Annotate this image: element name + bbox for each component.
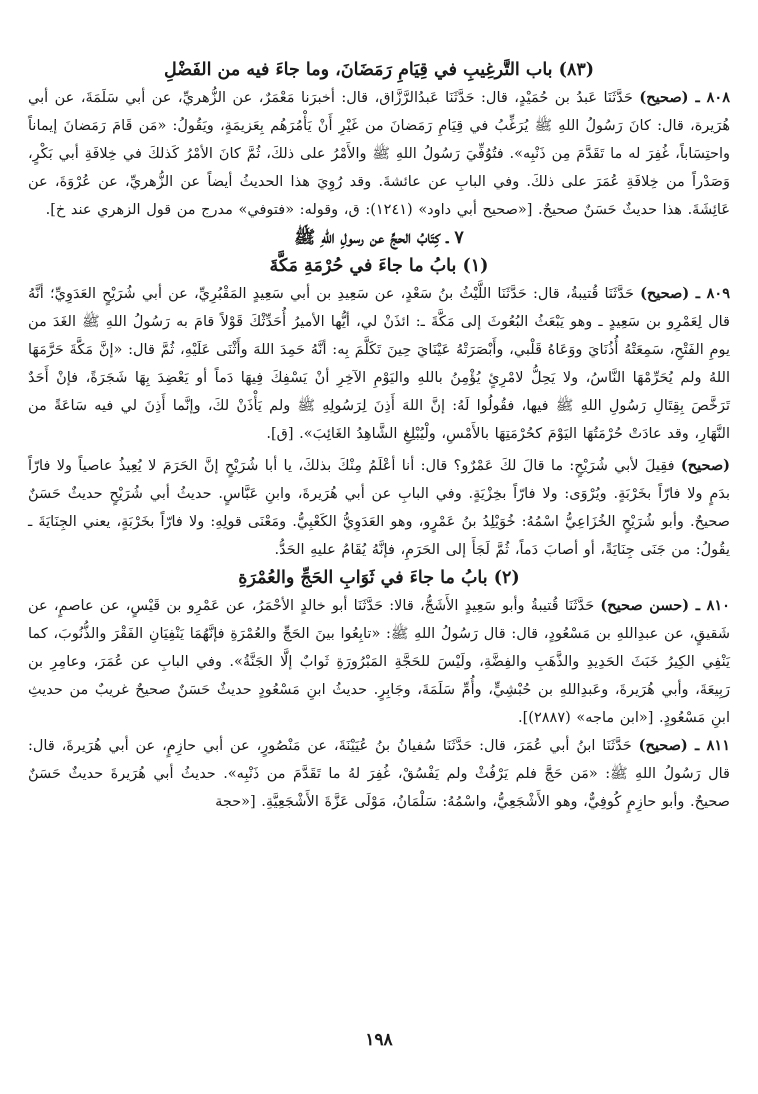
hadith-811-text: حَدَّثَنَا ابنُ أبي عُمَرَ، قال: حَدَّثَنَا سُفيانُ بنُ عُيَيْنَةَ، عن مَنْصُورٍ، عن أبي حازِمٍ، عن أبي هُرَيرةَ، قال: قال رَسُولُ اللهِ ﷺ: «مَن حَجَّ فلم يَرْفُثْ ولم يَفْسُقْ، غُفِرَ لهُ ما تَقَدَّمَ من ذَنْبِه». حديثُ أبي هُرَيرةَ حديثٌ حَسَنٌ صحيحٌ. وأبو حازِمٍ كُوفِيٌّ، وهو الأَشْجَعِيُّ، واسْمُهُ: سَلْمَانُ، مَوْلَى عَزَّةَ الأَشْجَعِيَّةِ. [«حجة <box>28 738 730 810</box>
chapter-heading-2: (٢) بابُ ما جاءَ في ثَوَابِ الحَجِّ والعُمْرَةِ <box>238 568 520 588</box>
hadith-809b-label: (صحيح) <box>680 457 730 474</box>
hadith-810-label: ٨١٠ ـ (حسن صحيح) <box>600 597 730 614</box>
page-number: ١٩٨ <box>365 1030 393 1050</box>
hadith-809-text: حَدَّثَنَا قُتيبةُ، قال: حَدَّثَنَا اللَّيْثُ بنُ سَعْدٍ، عن سَعِيدِ بن أبي سَعِيدٍ المَقْبُرِيِّ، عن أبي شُرَيْحٍ العَدَوِيِّ؛ أنَّهُ قال لِعَمْرِو بن سَعِيدٍ ـ وهو يَبْعَثُ البُعُوثَ إلى مَكَّةَ ـ: ائذَنْ لي، أيُّها الأميرُ أُحَدِّثْكَ قَوْلاً قامَ به رَسُولُ اللهِ ﷺ الغَدَ من يومِ الفَتْحِ، سَمِعَتْهُ أُذُنَايَ ووَعَاهُ قَلْبي، وأَبْصَرَتْهُ عَيْنَايَ حِينَ تَكَلَّمَ بِه: أنَّهُ حَمِدَ اللهَ وأَثْنَى عَلَيْهِ، ثُمَّ قال: «إنَّ مَكَّةَ حَرَّمَهَا اللهُ ولم يُحَرِّمْهَا النَّاسُ، ولا يَحِلُّ لامْرِئٍ يُؤْمِنُ باللهِ واليَوْمِ الآخِرِ أنْ يَسْفِكَ فِيهَا دَماً أو يَعْضِدَ بِهَا شَجَرَةً، فإنْ أَحَدٌ تَرَخَّصَ بِقِتَالِ رَسُولِ اللهِ ﷺ فيها، فقُولُوا لَهُ: إنَّ اللهَ أَذِنَ لِرَسُولِهِ ﷺ ولم يَأْذَنْ لكَ، وإنَّما أَذِنَ لي فيه سَاعَةً من النَّهَارِ، وقد عادَتْ حُرْمَتُهَا اليَوْمَ كحُرْمَتِهَا بالأَمْسِ، ولْيُبْلِغِ الشَّاهِدُ الغَائِبَ». [ق]. <box>28 286 730 442</box>
hadith-809-label: ٨٠٩ ـ (صحيح) <box>640 285 730 302</box>
hadith-811 <box>28 732 730 816</box>
hadith-810-text: حَدَّثَنَا قُتيبةُ وأبو سَعِيدٍ الأَشَجُّ، قالا: حَدَّثَنَا أبو خالدٍ الأحْمَرُ، عن عَمْرِو بن قَيْسٍ، عن عاصمٍ، عن شَقيقٍ، عن عبدِاللهِ بن مَسْعُودٍ، قال: قال رَسُولُ اللهِ ﷺ: «تابِعُوا بينَ الحَجِّ والعُمْرَةِ فإنَّهُمَا يَنْفِيَانِ الفَقْرَ والذُّنُوبَ، كما يَنْفِي الكِيرُ خَبَثَ الحَدِيدِ والذَّهَبِ والفِضَّةِ، ولَيْسَ للحَجَّةِ المَبْرُورَةِ ثَوابٌ إلَّا الجَنَّةُ». وفي البابِ عن عُمَرَ، وعامِرِ بن رَبِيعَةَ، وأبي هُرَيرةَ، وعَبدِاللهِ بن حُبْشِيٍّ، وأُمِّ سَلَمَةَ، وجَابِرٍ. حديثُ ابنِ مَسْعُودٍ حديثٌ حَسَنٌ صحيحٌ غريبٌ من حديثِ ابنِ مَسْعُودٍ. [«ابن ماجه» (٢٨٨٧)]. <box>28 598 730 726</box>
book-heading: ٧ ـ كِتَابُ الحجِّ عن رسولِ اللهِ ﷺ <box>294 228 464 248</box>
hadith-808-text: حَدَّثَنَا عَبدُ بن حُمَيْدٍ، قال: حَدَّثَنَا عَبدُالرَّزَّاق، قال: أخبرَنا مَعْمَرٌ، عن الزُّهريِّ، عن أبي سَلَمَةَ، عن أبي هُرَيرة، قال: كانَ رَسُولُ اللهِ ﷺ يُرَغِّبُ في قِيَامِ رَمَضانَ من غَيْرِ أَنْ يَأْمُرَهُم بِعَزيمَةٍ، ويَقُولُ: «مَن قَامَ رَمَضانَ إيماناً واحتِسَاباً، غُفِرَ له ما تَقَدَّمَ مِن ذَنْبِه». فتُوُفِّيَ رَسُولُ اللهِ ﷺ والأَمْرُ على ذلكَ، ثُمَّ كانَ الأمْرُ كَذلكَ في خِلافَةِ أبي بَكْرٍ، وَصَدْراً من خِلافَةِ عُمَرَ على ذلكَ. وفي البابِ عن عائشةَ. وقد رُوِيَ هذا الحديثُ أيضاً عن الزُّهريِّ، عن عُرْوَةَ، عن عَائِشَةَ. هذا حديثٌ حَسَنٌ صحيحٌ. [«صحيح أبي داود» (١٢٤١): ق، وقوله: «فتوفي» مدرج من قول الزهري عند خ]. <box>28 90 730 218</box>
hadith-808 <box>28 84 730 224</box>
chapter-heading-83: (٨٣) باب التَّرغِيبِ في قِيَامِ رَمَضَانَ، وما جاءَ فيه من الفَضْلِ <box>163 60 595 80</box>
hadith-810 <box>28 592 730 732</box>
hadith-811-label: ٨١١ ـ (صحيح) <box>638 737 730 754</box>
hadith-809-continued <box>28 452 730 564</box>
hadith-809 <box>28 280 730 448</box>
chapter-heading-1: (١) بابُ ما جاءَ في حُرْمَةِ مَكَّةَ <box>269 256 489 276</box>
hadith-809b-text: فقِيلَ لأبي شُرَيْحٍ: ما قالَ لكَ عَمْرٌو؟ قال: أنا أعْلَمُ مِنْكَ بذلكَ، يا أبا شُرَيْحٍ إنَّ الحَرَمَ لا يُعِيذُ عاصياً ولا فارّاً بدَمٍ ولا فارّاً بخَرْبَةٍ. ويُرْوَى: ولا فارّاً بخِزْيَةٍ. وفي البابِ عن أبي هُرَيرةَ، وابنِ عَبَّاسٍ. حديثُ أبي شُرَيْحٍ حديثٌ حَسَنٌ صحيحٌ. وأبو شُرَيْحٍ الخُزَاعِيُّ اسْمُهُ: خُوَيْلِدُ بنُ عَمْرٍو، وهو العَدَوِيُّ الكَعْبِيُّ. ومَعْنَى قولِهِ: ولا فارّاً بخَرْبَةٍ، يعني الجِنَايَةَ ـ يقُولُ: من جَنَى جِنَايَةً، أو أصابَ دَماً، ثُمَّ لَجَأَ إلى الحَرَمِ، فإنَّهُ يُقَامُ عليهِ الحَدُّ. <box>28 458 730 558</box>
hadith-808-label: ٨٠٨ ـ (صحيح) <box>639 89 731 106</box>
